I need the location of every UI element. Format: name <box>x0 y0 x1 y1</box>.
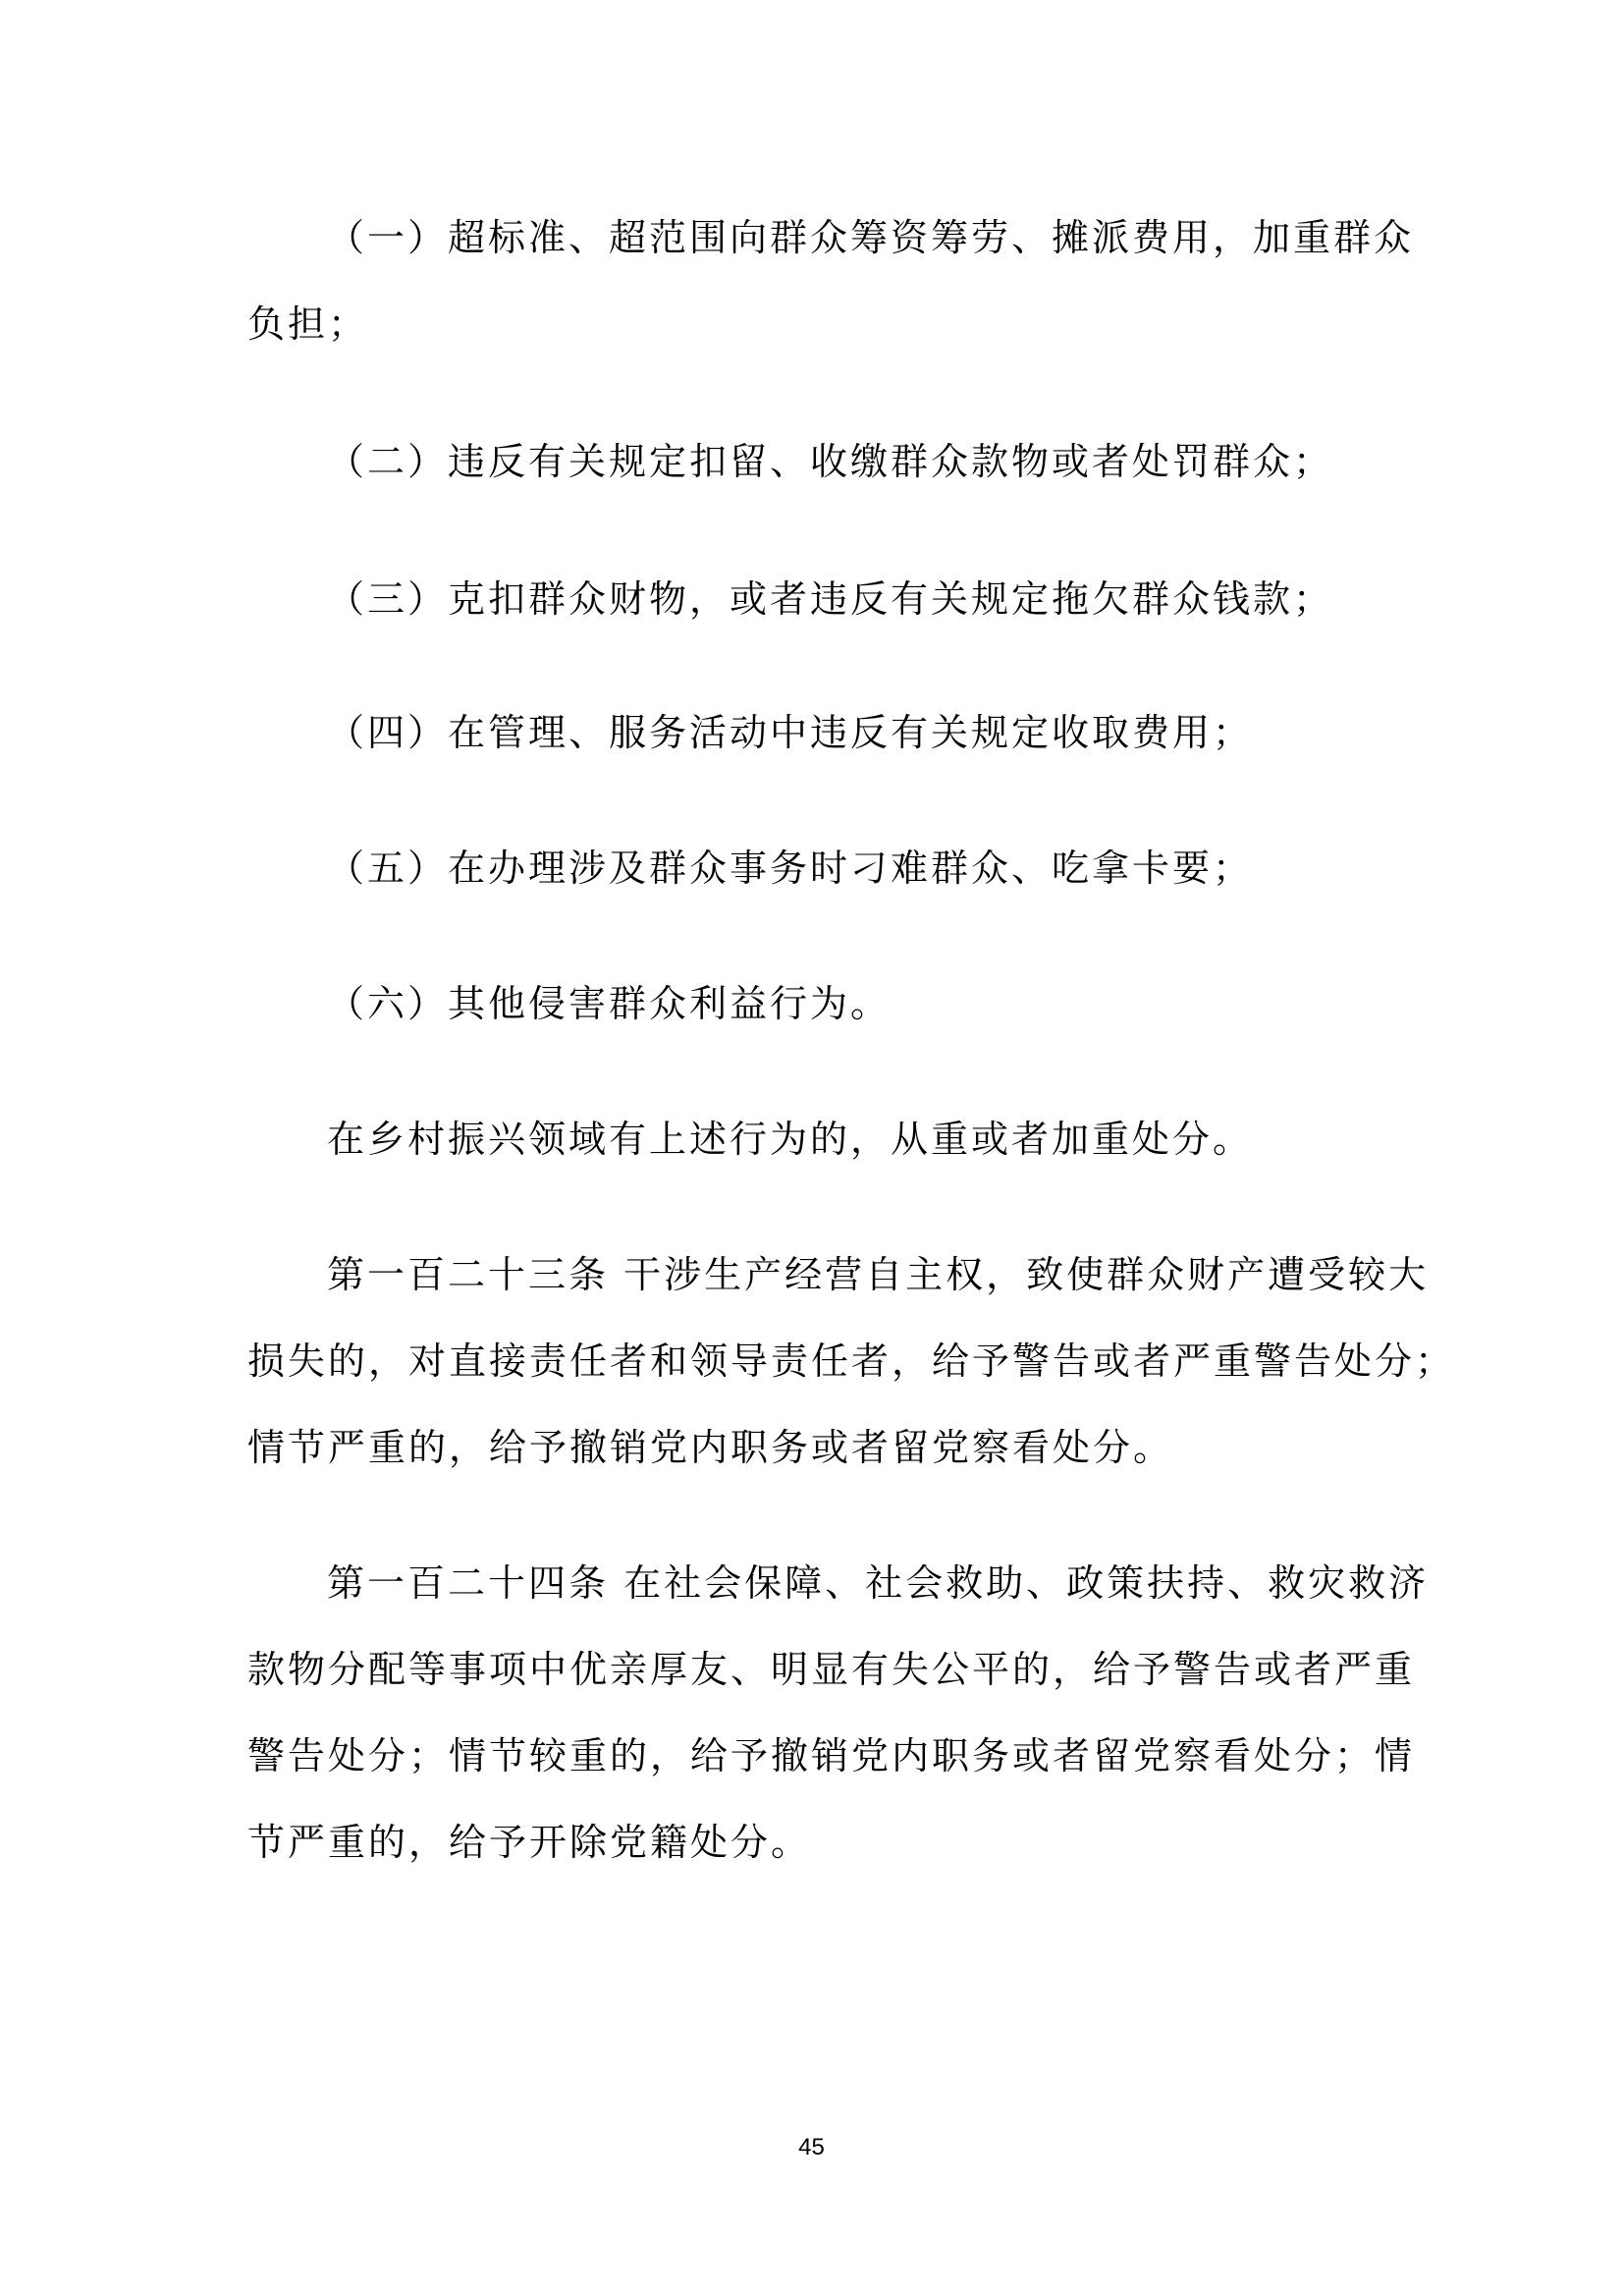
text-line-article-123-2: 损失的，对直接责任者和领导责任者，给予警告或者严重警告处分； <box>247 1339 1456 1383</box>
text-line-article-123-3: 情节严重的，给予撤销党内职务或者留党察看处分。 <box>247 1426 1174 1469</box>
text-line-item-4: （四）在管理、服务活动中违反有关规定收取费用； <box>327 711 1254 754</box>
page-number: 45 <box>798 2134 825 2160</box>
text-line-item-2: （二）违反有关规定扣留、收缴群众款物或者处罚群众； <box>327 440 1334 483</box>
text-line-item-1-cont: 负担； <box>247 302 369 346</box>
text-line-article-124-3: 警告处分；情节较重的，给予撤销党内职务或者留党察看处分；情 <box>247 1734 1416 1777</box>
text-line-item-6: （六）其他侵害群众利益行为。 <box>327 982 892 1025</box>
text-line-item-5: （五）在办理涉及群众事务时刁难群众、吃拿卡要； <box>327 847 1254 890</box>
text-line-rural: 在乡村振兴领域有上述行为的，从重或者加重处分。 <box>327 1118 1254 1161</box>
text-line-article-124-2: 款物分配等事项中优亲厚友、明显有失公平的，给予警告或者严重 <box>247 1648 1416 1691</box>
text-line-item-1: （一）超标准、超范围向群众筹资筹劳、摊派费用，加重群众 <box>327 216 1415 259</box>
text-line-item-3: （三）克扣群众财物，或者违反有关规定拖欠群众钱款； <box>327 577 1334 621</box>
text-line-article-123-1: 第一百二十三条 干涉生产经营自主权，致使群众财产遭受较大 <box>327 1253 1430 1296</box>
text-line-article-124-4: 节严重的，给予开除党籍处分。 <box>247 1821 812 1864</box>
text-line-article-124-1: 第一百二十四条 在社会保障、社会救助、政策扶持、救灾救济 <box>327 1561 1430 1605</box>
